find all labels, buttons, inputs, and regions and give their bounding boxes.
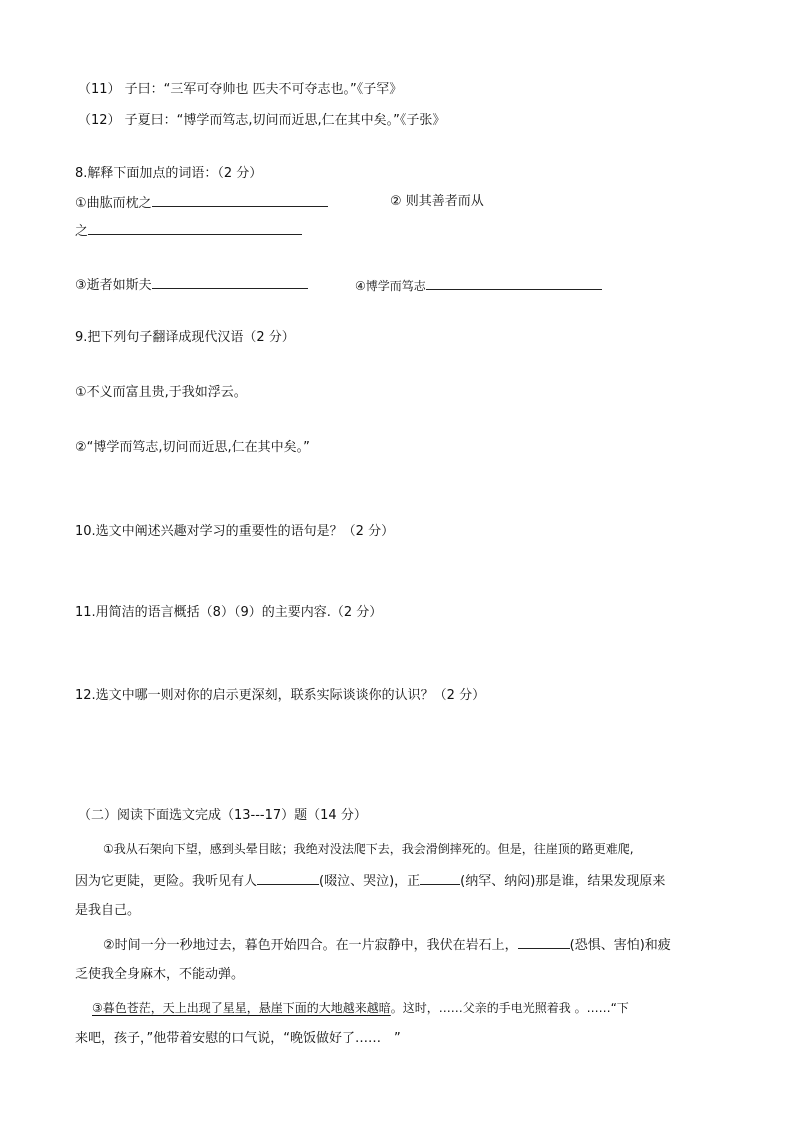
- passage-text: (恐惧、害怕)和疲: [569, 938, 671, 953]
- question-9-title: 9.把下列句子翻译成现代汉语（2 分）: [75, 330, 295, 345]
- passage-paragraph-1-line-2: [75, 872, 665, 890]
- question-8-item-2: ② 则其善者而从: [390, 194, 484, 209]
- passage-text: 因为它更陡，更险。我听见有人: [75, 874, 258, 889]
- passage-paragraph-3-line-2: 来吧，孩子，”他带着安慰的口气说，“晚饭做好了…… ”: [75, 1031, 401, 1046]
- answer-blank[interactable]: [88, 222, 302, 235]
- question-8-item-4-text: ④博学而笃志: [355, 279, 426, 293]
- fill-blank-1[interactable]: [257, 872, 319, 885]
- passage-text: ②时间一分一秒地过去，暮色开始四合。在一片寂静中，我伏在岩石上，: [103, 938, 518, 953]
- question-9-item-1: ①不义而富且贵,于我如浮云。: [75, 385, 247, 400]
- answer-blank[interactable]: [152, 276, 308, 289]
- question-8-item-1-text: ①曲肱而枕之: [75, 196, 152, 211]
- fill-blank-3[interactable]: [518, 936, 570, 949]
- question-8-item-3: [75, 276, 308, 294]
- answer-blank[interactable]: [426, 277, 602, 290]
- analects-entry-12: （12） 子夏曰：“博学而笃志,切问而近思,仁在其中矣。”《子张》: [78, 113, 446, 128]
- passage-text: (纳罕、纳闷)那是谁，结果发现原来: [460, 874, 666, 889]
- question-12: 12.选文中哪一则对你的启示更深刻，联系实际谈谈你的认识？（2 分）: [75, 688, 486, 703]
- passage-paragraph-3-line-1: [92, 1000, 629, 1016]
- passage-text: 。这时，……父亲的手电光照着我 。……“下: [390, 1001, 629, 1015]
- underlined-sentence: ③暮色苍茫，天上出现了星星，悬崖下面的大地越来越暗: [92, 1001, 391, 1015]
- question-8-item-2-text: 之: [75, 224, 89, 239]
- passage-paragraph-2-line-2: 乏使我全身麻木，不能动弹。: [75, 967, 245, 982]
- question-11: 11.用简洁的语言概括（8）（9）的主要内容.（2 分）: [75, 605, 383, 620]
- passage-text: (啜泣、哭泣)，正: [319, 874, 421, 889]
- question-8-item-4: [355, 277, 602, 294]
- question-8-item-3-text: ③逝者如斯夫: [75, 278, 152, 293]
- passage-paragraph-1-line-3: 是我自己。: [75, 903, 141, 918]
- question-8-item-2-cont: [75, 222, 302, 240]
- passage-paragraph-1-line-1: ①我从石架向下望，感到头晕目眩；我绝对没法爬下去，我会滑倒摔死的。但是，往崖顶的路更难爬,: [103, 842, 634, 856]
- question-10: 10.选文中阐述兴趣对学习的重要性的语句是？（2 分）: [75, 524, 395, 539]
- passage-paragraph-2-line-1: [103, 936, 671, 954]
- question-8-item-1: [75, 194, 328, 212]
- answer-blank[interactable]: [152, 194, 328, 207]
- analects-entry-11: （11） 子曰：“三军可夺帅也 匹夫不可夺志也。”《子罕》: [78, 82, 403, 97]
- question-9-item-2: ②“博学而笃志,切问而近思,仁在其中矣。”: [75, 440, 310, 455]
- section-2-title: （二）阅读下面选文完成（13---17）题（14 分）: [78, 808, 367, 823]
- fill-blank-2[interactable]: [420, 872, 460, 885]
- question-8-title: 8.解释下面加点的词语：（2 分）: [75, 166, 263, 181]
